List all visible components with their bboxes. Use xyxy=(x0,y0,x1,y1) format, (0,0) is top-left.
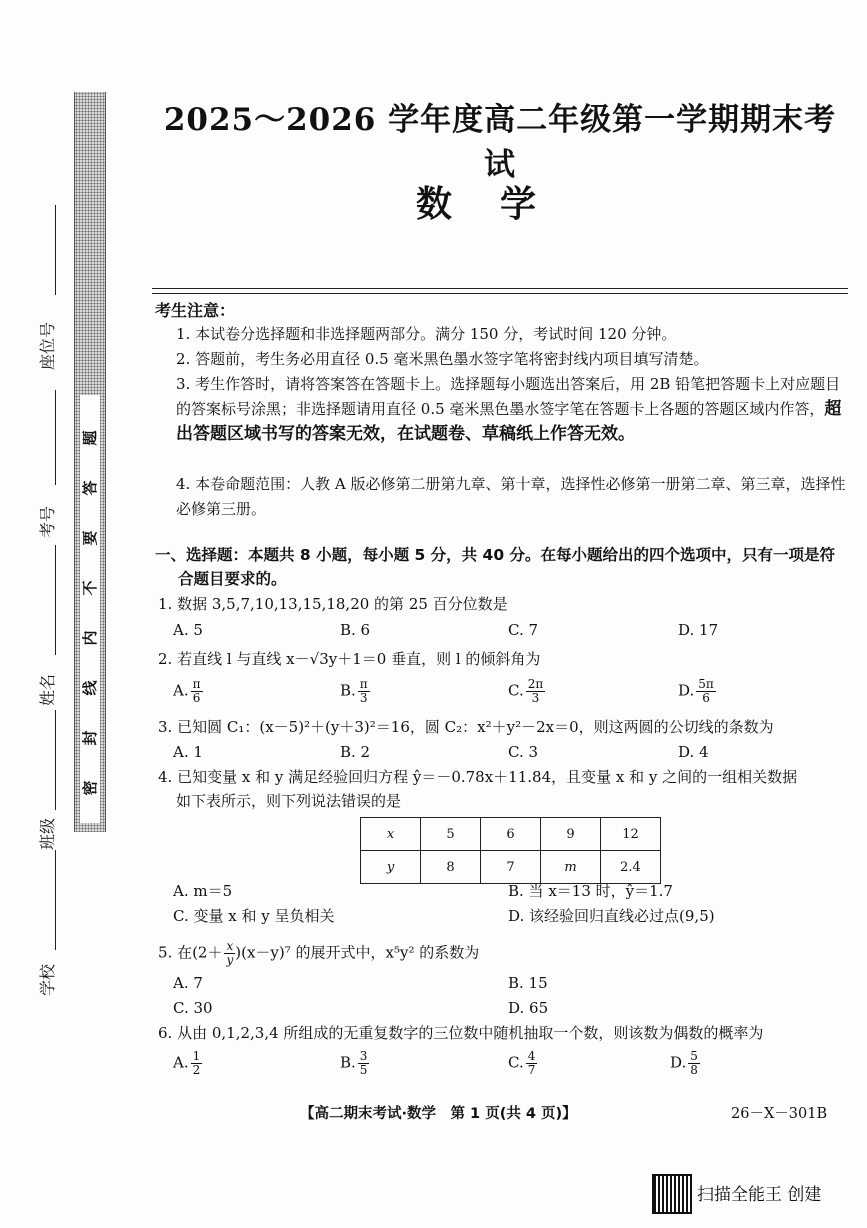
exam-number-label: 考号 xyxy=(38,506,57,539)
q2-option-b[interactable]: B. $\frac{\pi}{3}$ xyxy=(340,677,368,705)
table-cell: 7 xyxy=(481,851,541,884)
q2-option-d[interactable]: D. $\frac{5\pi}{6}$ xyxy=(678,677,714,705)
note-3-text: 3. 考生作答时，请将答案答在答题卡上。选择题每小题选出答案后，用 2B 铅笔把答题卡上对应题目的答案标号涂黑；非选择题请用直径 0.5 毫米黑色墨水签字笔在答题卡上各题的答题区域内作答， xyxy=(176,375,841,418)
q5-option-a[interactable]: A. 7 xyxy=(173,974,203,992)
q2-option-c[interactable]: C. $\frac{2\pi}{3}$ xyxy=(508,677,544,705)
table-cell: 9 xyxy=(541,818,601,851)
exam-title: 2025～2026 学年度高二年级第一学期期末考试 xyxy=(163,102,837,183)
question-5: 5. 在(2＋ $\frac{x}{y}$ )(x－y)⁷ 的展开式中，x⁵y² 的系数为 xyxy=(158,939,480,967)
header-divider xyxy=(152,288,848,289)
q5-option-c[interactable]: C. 30 xyxy=(173,999,213,1017)
class-label: 班级 xyxy=(38,818,57,851)
seal-char: 不 xyxy=(81,580,99,596)
q1-option-c[interactable]: C. 7 xyxy=(508,621,539,639)
q6-option-c[interactable]: C. $\frac{4}{7}$ xyxy=(508,1049,536,1077)
q6-option-d[interactable]: D. $\frac{5}{8}$ xyxy=(670,1049,698,1077)
table-cell: 2.4 xyxy=(601,851,661,884)
note-3-emphasis: 超出答题区域书写的答案无效，在试题卷、草稿纸上作答无效。 xyxy=(176,399,842,444)
class-line[interactable] xyxy=(55,710,56,810)
q4-option-b[interactable]: B. 当 x＝13 时，ŷ＝1.7 xyxy=(508,882,673,900)
question-3: 3. 已知圆 C₁：(x－5)²＋(y＋3)²＝16，圆 C₂：x²＋y²－2x＝0，则这两圆的公切线的条数为 xyxy=(158,718,774,736)
table-cell: x xyxy=(361,818,421,851)
section-heading: 一、选择题：本题共 8 小题，每小题 5 分，共 40 分。在每小题给出的四个选项中，只有一项是符 xyxy=(155,546,836,564)
q3-option-b[interactable]: B. 2 xyxy=(340,743,371,761)
page-footer: 【高二期末考试·数学 第 1 页(共 4 页)】 xyxy=(300,1106,577,1122)
q1-option-b[interactable]: B. 6 xyxy=(340,621,371,639)
q4-option-c[interactable]: C. 变量 x 和 y 呈负相关 xyxy=(173,907,335,925)
seal-char: 封 xyxy=(81,730,99,746)
q6-option-a[interactable]: A. $\frac{1}{2}$ xyxy=(173,1049,201,1077)
q5-option-d[interactable]: D. 65 xyxy=(508,999,549,1017)
q4-option-a[interactable]: A. m＝5 xyxy=(173,882,233,900)
table-row-x xyxy=(361,818,661,851)
table-cell: m xyxy=(541,851,601,884)
paper-code: 26－X－301B xyxy=(731,1106,828,1122)
subject-title: 数学 xyxy=(415,184,584,225)
seal-char: 线 xyxy=(81,680,99,696)
table-cell: 5 xyxy=(421,818,481,851)
q1-option-d[interactable]: D. 17 xyxy=(678,621,719,639)
seat-number-label: 座位号 xyxy=(38,321,57,370)
question-2: 2. 若直线 l 与直线 x－√3y＋1＝0 垂直，则 l 的倾斜角为 xyxy=(158,650,541,668)
header-divider xyxy=(152,293,848,294)
table-cell: 12 xyxy=(601,818,661,851)
q3-option-a[interactable]: A. 1 xyxy=(173,743,203,761)
section-heading-cont: 合题目要求的。 xyxy=(178,570,287,588)
q4-option-d[interactable]: D. 该经验回归直线必过点(9,5) xyxy=(508,907,715,925)
note-2: 2. 答题前，考生务必用直径 0.5 毫米黑色墨水签字笔将密封线内项目填写清楚。 xyxy=(176,350,709,368)
q1-option-a[interactable]: A. 5 xyxy=(173,621,203,639)
exam-number-line[interactable] xyxy=(55,390,56,485)
table-cell: 8 xyxy=(421,851,481,884)
seal-char: 内 xyxy=(81,630,99,646)
q3-option-d[interactable]: D. 4 xyxy=(678,743,709,761)
seat-number-line[interactable] xyxy=(55,205,56,295)
seal-text-window xyxy=(80,395,100,823)
seal-char: 要 xyxy=(81,530,99,546)
table-cell: y xyxy=(361,851,421,884)
q2-option-a[interactable]: A. $\frac{\pi}{6}$ xyxy=(173,677,201,705)
data-table xyxy=(360,817,661,884)
q3-option-c[interactable]: C. 3 xyxy=(508,743,539,761)
qr-code-icon xyxy=(652,1174,692,1214)
table-cell: 6 xyxy=(481,818,541,851)
q5-option-b[interactable]: B. 15 xyxy=(508,974,548,992)
note-1: 1. 本试卷分选择题和非选择题两部分。满分 150 分，考试时间 120 分钟。 xyxy=(176,325,677,343)
question-6: 6. 从由 0,1,2,3,4 所组成的无重复数字的三位数中随机抽取一个数，则该数为偶数的概率为 xyxy=(158,1024,764,1042)
scanner-watermark: 扫描全能王 创建 xyxy=(697,1185,822,1205)
seal-char: 密 xyxy=(81,780,99,796)
notes-heading: 考生注意： xyxy=(155,301,236,320)
school-line[interactable] xyxy=(55,850,56,950)
seal-char: 题 xyxy=(81,430,99,446)
name-label: 姓名 xyxy=(38,674,57,707)
note-3 xyxy=(176,372,851,447)
question-1: 1. 数据 3,5,7,10,13,15,18,20 的第 25 百分位数是 xyxy=(158,595,508,613)
seal-char: 答 xyxy=(81,480,99,496)
q6-option-b[interactable]: B. $\frac{3}{5}$ xyxy=(340,1049,368,1077)
name-line[interactable] xyxy=(55,545,56,655)
question-4: 4. 已知变量 x 和 y 满足经验回归方程 ŷ＝－0.78x＋11.84，且变量 x 和 y 之间的一组相关数据 xyxy=(158,768,798,786)
table-row-y xyxy=(361,851,661,884)
school-label: 学校 xyxy=(38,964,57,997)
note-4: 4. 本卷命题范围：人教 A 版必修第二册第九章、第十章，选择性必修第一册第二章、第三章，选择性必修第三册。 xyxy=(176,475,846,518)
question-4-cont: 如下表所示，则下列说法错误的是 xyxy=(176,792,402,810)
